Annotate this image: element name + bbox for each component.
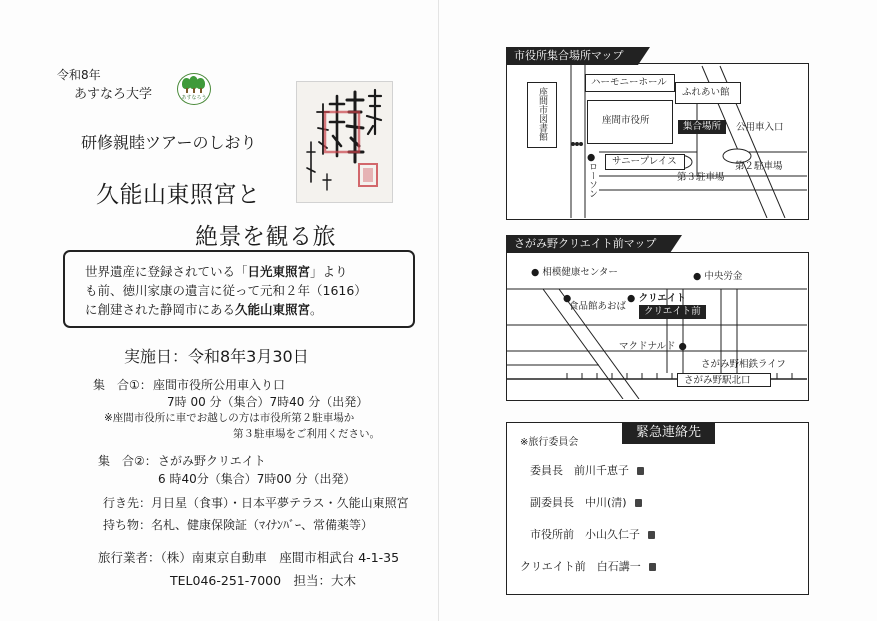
goshuin-seal-image <box>296 81 393 203</box>
parking-3-label: 第３駐車場 <box>677 172 725 183</box>
city-hall-map <box>506 63 809 220</box>
travel-agency: 旅行業者：（株）南東京自動車 座間市相武台 4-1-35 <box>98 550 400 565</box>
contact-name: 白石講一 <box>596 560 641 573</box>
intro-text: も前、徳川家康の遺言に従って元和２年（1616） <box>85 283 367 298</box>
mcdonalds-label: マクドナルド ● <box>619 341 687 352</box>
intro-text: 世界遺産に登録されている「 <box>85 264 248 279</box>
booklet-subtitle: 研修親睦ツアーのしおり <box>81 133 257 152</box>
meeting1-place: 座間市役所公用車入り口 <box>153 378 286 392</box>
parking-2-label: 第２駐車場 <box>735 161 783 172</box>
parking-note-2: 第３駐車場をご利用ください。 <box>233 428 380 440</box>
phone-stamp-icon <box>637 467 644 475</box>
contact-row <box>530 526 655 542</box>
meeting2-place: さがみ野クリエイト <box>158 454 266 468</box>
station-label: さがみ野駅北口 <box>684 375 751 386</box>
committee-label: ※旅行委員会 <box>520 437 579 448</box>
parking-note-1: ※座間市役所に車でお越しの方は市役所第２駐車場か <box>104 412 355 424</box>
restaurant-dot: ● <box>563 293 572 304</box>
sunny-place-label: サニープレイス <box>612 156 677 167</box>
contact-role: 市役所前 <box>530 528 574 541</box>
page-fold <box>438 0 439 621</box>
harmony-hall-label: ハーモニーホール <box>591 77 667 88</box>
intro-text: 」より <box>310 264 348 279</box>
fureai-label: ふれあい館 <box>682 87 730 98</box>
phone-stamp-icon <box>649 563 656 571</box>
lawson-dot: ● <box>587 152 596 163</box>
event-date: 実施日：令和8年3月30日 <box>124 347 309 366</box>
sunny-place-building <box>605 154 685 170</box>
contact-row <box>520 558 656 574</box>
city-hall-map-title: 市役所集合場所マップ <box>506 47 638 65</box>
labor-bank-label: ● 中央労金 <box>693 271 743 282</box>
library-building <box>527 82 557 148</box>
agency-phone: TEL046-251-7000 担当：大木 <box>170 573 357 588</box>
fureai-building <box>675 82 741 104</box>
destinations: 行き先：月日星（食事）・日本平夢テラス・久能山東照宮 <box>103 496 409 510</box>
harmony-hall-building <box>585 74 675 92</box>
meeting1-time: 7時 00 分（集合）7時40 分（出発） <box>167 395 369 409</box>
sagamino-map-title: さがみ野クリエイト前マップ <box>506 235 670 253</box>
sagamino-map <box>506 252 809 401</box>
contact-name: 中川(清) <box>585 496 627 509</box>
intro-emphasis-kunozan: 久能山東照宮 <box>235 302 311 317</box>
health-center-label: ● 相模健康センター <box>531 267 618 278</box>
contact-name: 小山久仁子 <box>585 528 640 541</box>
logo-text: あすなろう <box>181 95 207 101</box>
contact-row <box>530 462 644 478</box>
intro-text: に創建された静岡市にある <box>85 302 236 317</box>
create-label: ● クリエイト <box>627 293 686 304</box>
belongings: 持ち物：名札、健康保険証（ﾏｲﾅﾝﾊﾞｰ、常備薬等） <box>103 518 374 532</box>
meeting1-label: 集 合①： <box>93 378 152 392</box>
station-box <box>677 373 771 387</box>
city-hall-building <box>587 100 673 144</box>
restaurant-label: 食品館あおば <box>569 301 627 312</box>
contact-row <box>530 494 642 510</box>
official-entrance-label: 公用車入口 <box>736 122 784 133</box>
emergency-title: 緊急連絡先 <box>622 422 715 444</box>
phone-stamp-icon <box>635 499 642 507</box>
title-line-2: 絶景を観る旅 <box>195 224 336 250</box>
sotetsu-life-label: さがみ野相鉄ライフ <box>701 359 786 370</box>
year-label: 令和8年 <box>57 68 101 82</box>
university-name: あすなろ大学 <box>74 87 153 102</box>
title-line-1: 久能山東照宮と <box>96 182 261 208</box>
contact-name: 前川千恵子 <box>574 464 629 477</box>
meeting2-label: 集 合②： <box>98 454 157 468</box>
library-label: 座間市図書館 <box>537 87 547 141</box>
city-hall-label: 座間市役所 <box>602 115 650 126</box>
contact-role: クリエイト前 <box>520 560 586 573</box>
university-logo <box>177 73 211 105</box>
meeting-point-marker: 集合場所 <box>678 120 726 134</box>
intro-box <box>63 250 415 328</box>
phone-stamp-icon <box>648 531 655 539</box>
contact-role: 副委員長 <box>530 496 574 509</box>
create-front-marker: クリエイト前 <box>639 305 706 319</box>
intro-emphasis-nikko: 日光東照宮 <box>247 264 311 279</box>
lawson-label: ローソン <box>587 162 597 198</box>
contact-role: 委員長 <box>530 464 563 477</box>
intro-text: 。 <box>310 302 323 317</box>
meeting2-time: 6 時40分（集合）7時00 分（出発） <box>158 472 356 486</box>
